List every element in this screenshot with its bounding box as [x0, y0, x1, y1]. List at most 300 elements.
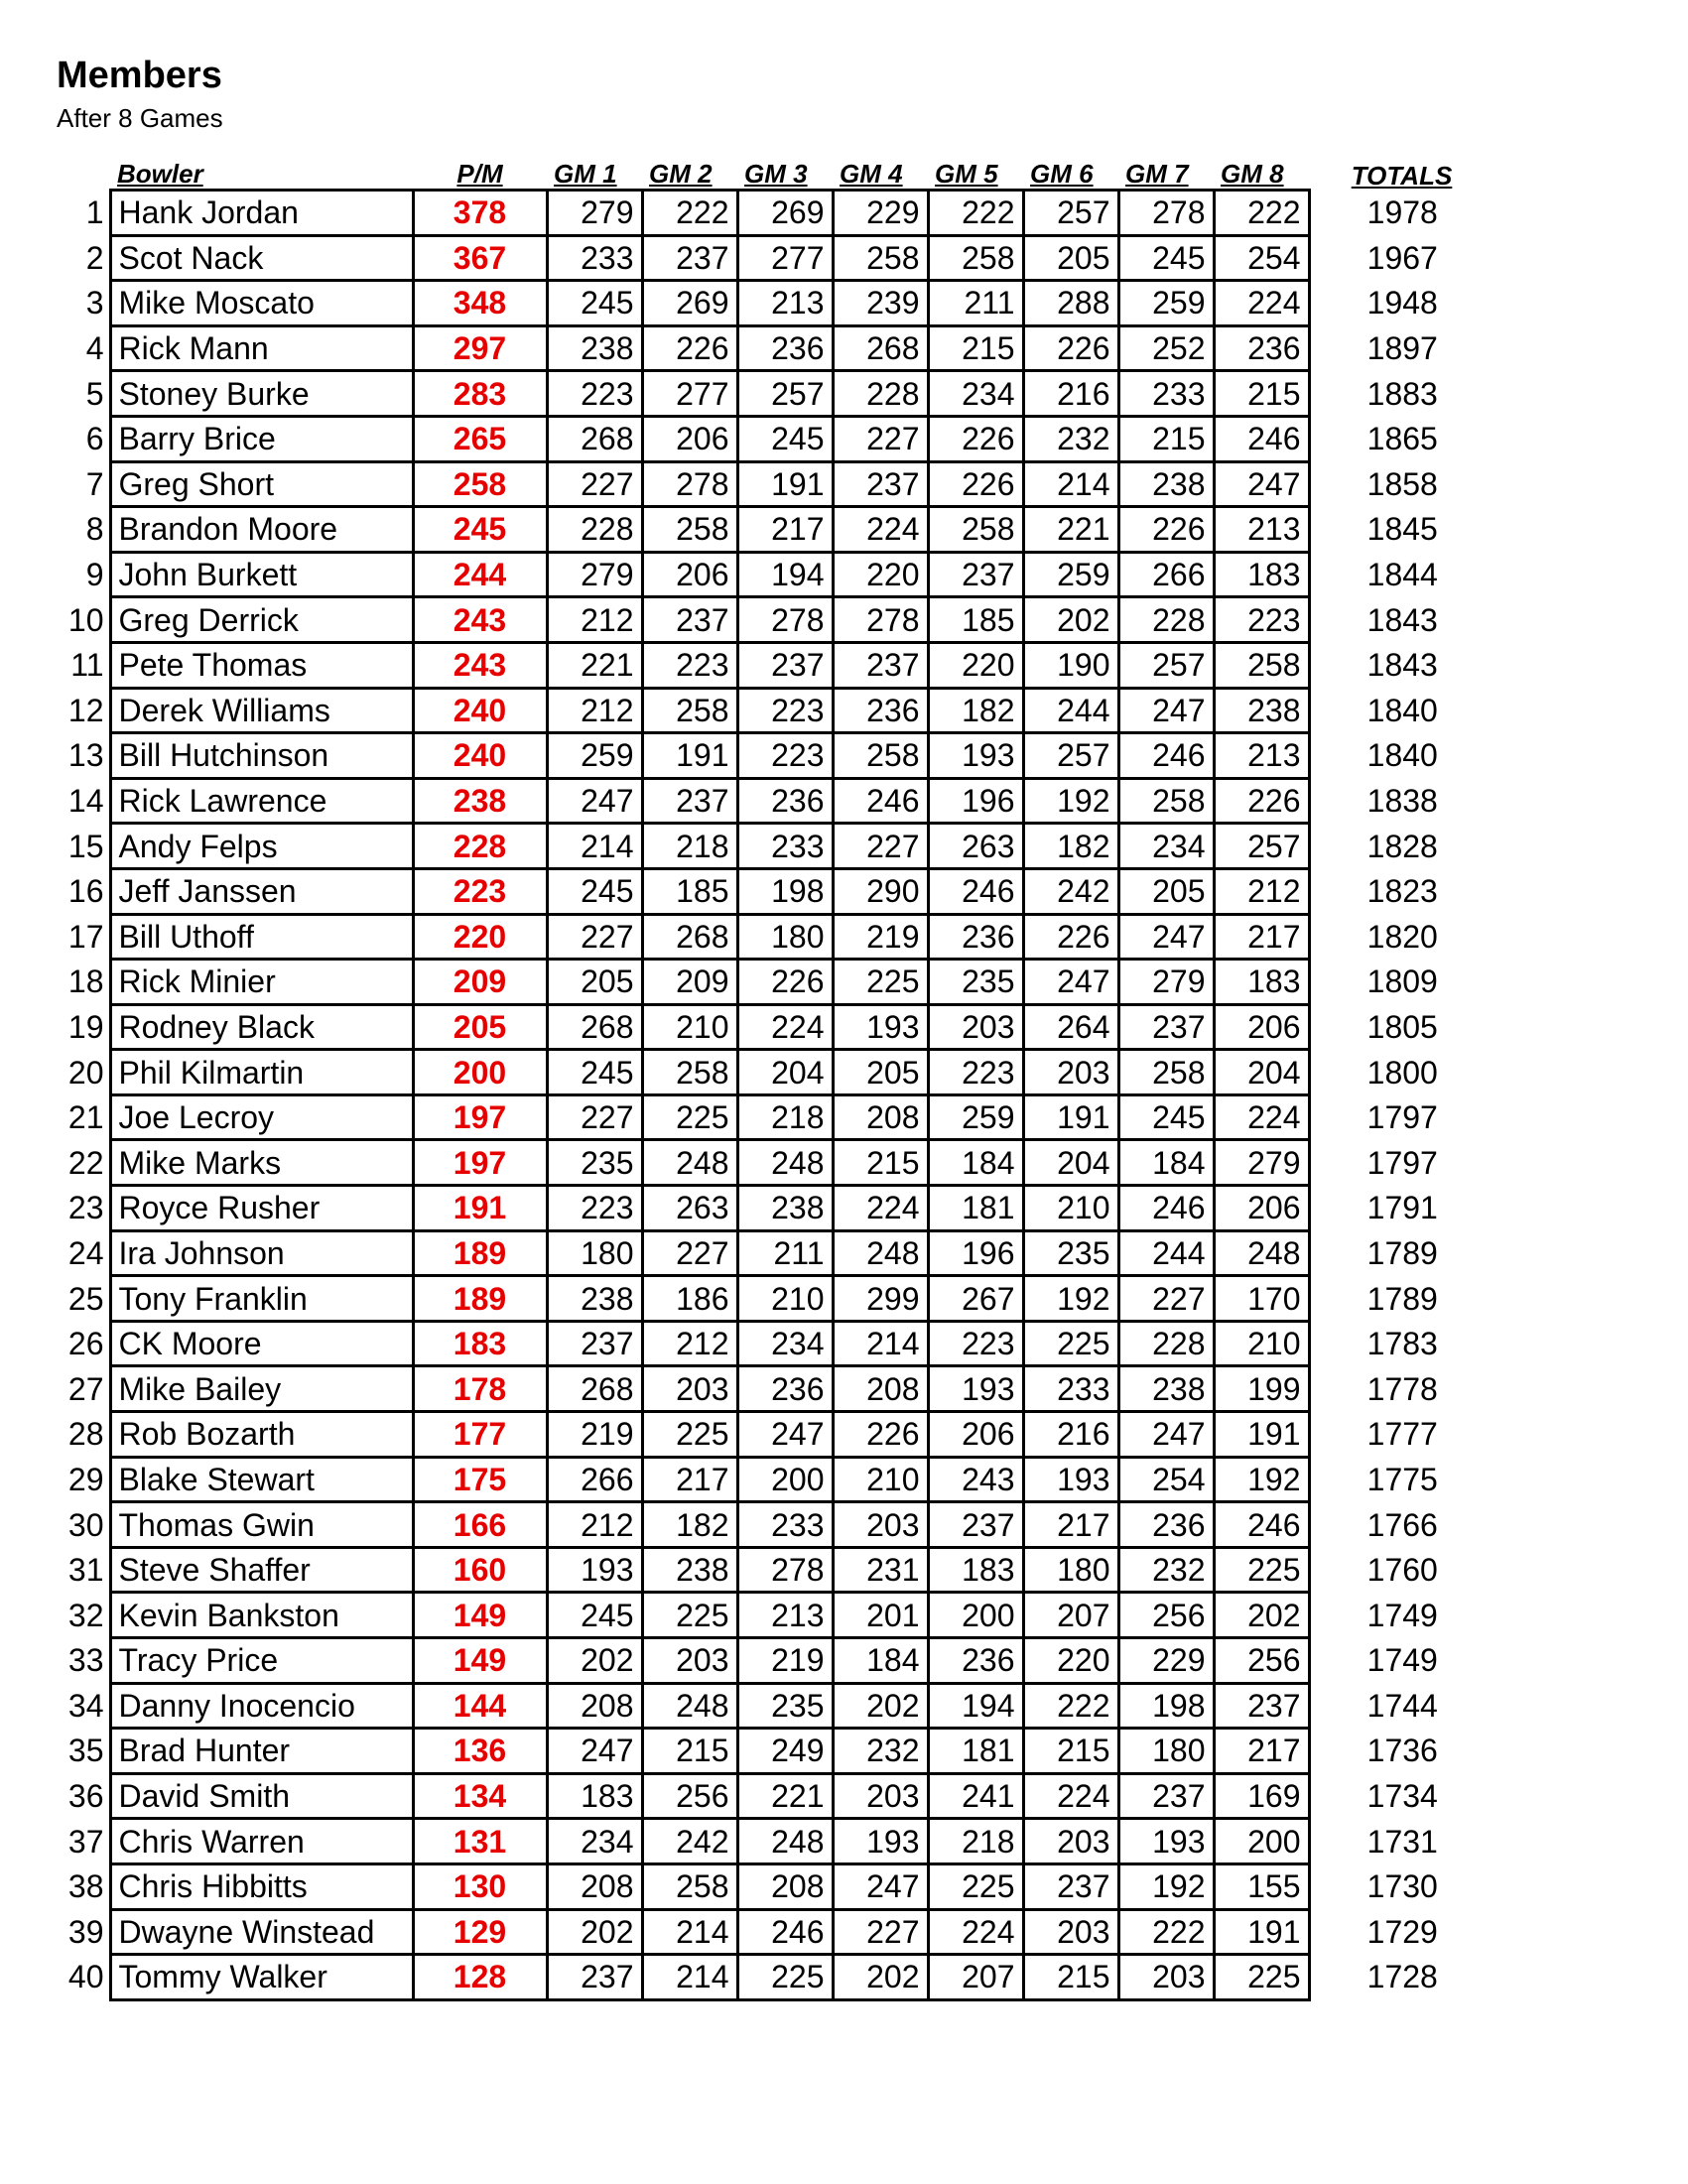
plus-minus-cell: 244	[413, 552, 547, 597]
game-3-score-cell: 234	[737, 1321, 833, 1366]
total-cell: 1791	[1366, 1190, 1438, 1226]
plus-minus-cell: 197	[413, 1140, 547, 1186]
rank-cell: 10	[67, 601, 104, 638]
total-cell: 1948	[1366, 285, 1438, 321]
bowler-name-cell: Scot Nack	[110, 235, 413, 281]
game-1-score-cell: 233	[547, 235, 642, 281]
game-3-score-cell: 235	[737, 1683, 833, 1729]
table-row	[58, 235, 1494, 281]
game-6-score-cell: 217	[1023, 1502, 1118, 1548]
rank-cell: 2	[85, 239, 104, 276]
bowler-name-cell: Pete Thomas	[110, 642, 413, 688]
total-cell: 1805	[1366, 1008, 1438, 1045]
game-1-score-cell: 237	[547, 1955, 642, 2000]
bowler-name-cell: Tony Franklin	[110, 1276, 413, 1322]
bowler-name-cell: Mike Marks	[110, 1140, 413, 1186]
bowler-name-cell: Royce Rusher	[110, 1186, 413, 1231]
game-5-score-cell: 200	[928, 1593, 1023, 1638]
game-5-score-cell: 181	[928, 1729, 1023, 1774]
game-6-score-cell: 192	[1023, 778, 1118, 824]
game-4-score-cell: 225	[833, 960, 928, 1005]
header-gm7: GM 7	[1125, 159, 1189, 189]
rank-cell: 4	[85, 330, 104, 367]
game-2-score-cell: 226	[642, 325, 737, 371]
game-7-score-cell: 266	[1118, 552, 1214, 597]
game-5-score-cell: 236	[928, 914, 1023, 960]
game-4-score-cell: 201	[833, 1593, 928, 1638]
game-2-score-cell: 268	[642, 914, 737, 960]
game-7-score-cell: 244	[1118, 1230, 1214, 1276]
plus-minus-cell: 367	[413, 235, 547, 281]
rank-cell: 9	[85, 557, 104, 593]
game-7-score-cell: 246	[1118, 733, 1214, 779]
game-7-score-cell: 236	[1118, 1502, 1214, 1548]
bowler-name-cell: Chris Warren	[110, 1819, 413, 1864]
game-8-score-cell: 204	[1214, 1050, 1309, 1095]
game-8-score-cell: 199	[1214, 1366, 1309, 1412]
game-8-score-cell: 215	[1214, 371, 1309, 417]
game-8-score-cell: 254	[1214, 235, 1309, 281]
game-2-score-cell: 214	[642, 1955, 737, 2000]
header-gm1: GM 1	[554, 159, 617, 189]
game-3-score-cell: 200	[737, 1457, 833, 1502]
table-row	[58, 1863, 1494, 1909]
game-1-score-cell: 183	[547, 1773, 642, 1819]
bowler-name-cell: Andy Felps	[110, 824, 413, 869]
total-cell: 1731	[1366, 1823, 1438, 1860]
plus-minus-cell: 243	[413, 597, 547, 643]
game-1-score-cell: 208	[547, 1863, 642, 1909]
game-3-score-cell: 247	[737, 1412, 833, 1458]
game-6-score-cell: 182	[1023, 824, 1118, 869]
game-5-score-cell: 185	[928, 597, 1023, 643]
rank-cell: 16	[67, 873, 104, 910]
game-3-score-cell: 191	[737, 461, 833, 507]
game-7-score-cell: 192	[1118, 1863, 1214, 1909]
game-3-score-cell: 233	[737, 824, 833, 869]
total-cell: 1730	[1366, 1868, 1438, 1905]
rank-cell: 19	[67, 1008, 104, 1045]
game-6-score-cell: 214	[1023, 461, 1118, 507]
game-8-score-cell: 222	[1214, 191, 1309, 236]
game-7-score-cell: 246	[1118, 1186, 1214, 1231]
game-4-score-cell: 246	[833, 778, 928, 824]
game-3-score-cell: 246	[737, 1909, 833, 1955]
game-3-score-cell: 219	[737, 1638, 833, 1684]
game-6-score-cell: 190	[1023, 642, 1118, 688]
total-cell: 1797	[1366, 1099, 1438, 1136]
game-2-score-cell: 237	[642, 778, 737, 824]
table-row	[58, 507, 1494, 553]
plus-minus-cell: 200	[413, 1050, 547, 1095]
game-7-score-cell: 257	[1118, 642, 1214, 688]
game-3-score-cell: 217	[737, 507, 833, 553]
total-cell: 1809	[1366, 964, 1438, 1000]
plus-minus-cell: 189	[413, 1276, 547, 1322]
game-7-score-cell: 256	[1118, 1593, 1214, 1638]
total-cell: 1823	[1366, 873, 1438, 910]
plus-minus-cell: 189	[413, 1230, 547, 1276]
game-3-score-cell: 224	[737, 1004, 833, 1050]
total-cell: 1760	[1366, 1552, 1438, 1589]
game-6-score-cell: 235	[1023, 1230, 1118, 1276]
game-5-score-cell: 267	[928, 1276, 1023, 1322]
game-2-score-cell: 258	[642, 688, 737, 733]
plus-minus-cell: 149	[413, 1593, 547, 1638]
game-8-score-cell: 192	[1214, 1457, 1309, 1502]
game-4-score-cell: 247	[833, 1863, 928, 1909]
bowler-name-cell: Steve Shaffer	[110, 1547, 413, 1593]
total-cell: 1789	[1366, 1234, 1438, 1271]
bowler-name-cell: Brandon Moore	[110, 507, 413, 553]
rank-cell: 5	[85, 375, 104, 412]
rank-cell: 18	[67, 964, 104, 1000]
game-8-score-cell: 206	[1214, 1186, 1309, 1231]
game-7-score-cell: 198	[1118, 1683, 1214, 1729]
game-8-score-cell: 238	[1214, 688, 1309, 733]
rank-cell: 39	[67, 1913, 104, 1950]
game-6-score-cell: 222	[1023, 1683, 1118, 1729]
game-3-score-cell: 210	[737, 1276, 833, 1322]
plus-minus-cell: 131	[413, 1819, 547, 1864]
game-4-score-cell: 237	[833, 461, 928, 507]
game-1-score-cell: 212	[547, 1502, 642, 1548]
game-6-score-cell: 210	[1023, 1186, 1118, 1231]
game-5-score-cell: 226	[928, 461, 1023, 507]
total-cell: 1800	[1366, 1054, 1438, 1091]
game-6-score-cell: 221	[1023, 507, 1118, 553]
game-5-score-cell: 258	[928, 507, 1023, 553]
rank-cell: 13	[67, 737, 104, 774]
bowler-name-cell: Tommy Walker	[110, 1955, 413, 2000]
game-6-score-cell: 205	[1023, 235, 1118, 281]
rank-cell: 11	[70, 647, 104, 684]
game-7-score-cell: 247	[1118, 1412, 1214, 1458]
game-4-score-cell: 227	[833, 1909, 928, 1955]
game-5-score-cell: 246	[928, 868, 1023, 914]
game-2-score-cell: 258	[642, 1050, 737, 1095]
plus-minus-cell: 178	[413, 1366, 547, 1412]
game-6-score-cell: 215	[1023, 1729, 1118, 1774]
game-1-score-cell: 202	[547, 1638, 642, 1684]
game-6-score-cell: 216	[1023, 1412, 1118, 1458]
game-6-score-cell: 242	[1023, 868, 1118, 914]
game-5-score-cell: 235	[928, 960, 1023, 1005]
plus-minus-cell: 283	[413, 371, 547, 417]
total-cell: 1828	[1366, 828, 1438, 864]
game-6-score-cell: 220	[1023, 1638, 1118, 1684]
total-cell: 1865	[1366, 421, 1438, 457]
rank-cell: 24	[67, 1234, 104, 1271]
game-2-score-cell: 209	[642, 960, 737, 1005]
bowler-name-cell: Tracy Price	[110, 1638, 413, 1684]
total-cell: 1843	[1366, 601, 1438, 638]
game-2-score-cell: 238	[642, 1547, 737, 1593]
game-1-score-cell: 268	[547, 1366, 642, 1412]
game-8-score-cell: 237	[1214, 1683, 1309, 1729]
game-7-score-cell: 258	[1118, 1050, 1214, 1095]
game-6-score-cell: 225	[1023, 1321, 1118, 1366]
game-2-score-cell: 258	[642, 1863, 737, 1909]
rank-cell: 3	[85, 285, 104, 321]
game-3-score-cell: 236	[737, 778, 833, 824]
plus-minus-cell: 209	[413, 960, 547, 1005]
game-1-score-cell: 223	[547, 371, 642, 417]
game-6-score-cell: 224	[1023, 1773, 1118, 1819]
header-gm5: GM 5	[935, 159, 998, 189]
table-row	[58, 1186, 1494, 1231]
game-2-score-cell: 237	[642, 235, 737, 281]
game-2-score-cell: 269	[642, 281, 737, 326]
game-4-score-cell: 228	[833, 371, 928, 417]
table-body	[58, 191, 1494, 2000]
game-1-score-cell: 245	[547, 1050, 642, 1095]
game-3-score-cell: 226	[737, 960, 833, 1005]
game-8-score-cell: 223	[1214, 597, 1309, 643]
game-6-score-cell: 193	[1023, 1457, 1118, 1502]
game-1-score-cell: 238	[547, 325, 642, 371]
total-cell: 1749	[1366, 1597, 1438, 1633]
game-4-score-cell: 219	[833, 914, 928, 960]
header-bowler: Bowler	[117, 159, 203, 189]
game-7-score-cell: 237	[1118, 1004, 1214, 1050]
game-1-score-cell: 223	[547, 1186, 642, 1231]
game-2-score-cell: 225	[642, 1094, 737, 1140]
game-4-score-cell: 214	[833, 1321, 928, 1366]
plus-minus-cell: 129	[413, 1909, 547, 1955]
game-8-score-cell: 202	[1214, 1593, 1309, 1638]
game-5-score-cell: 224	[928, 1909, 1023, 1955]
table-row	[58, 1140, 1494, 1186]
rank-cell: 17	[67, 918, 104, 955]
total-cell: 1840	[1366, 692, 1438, 728]
table-row	[58, 1321, 1494, 1366]
total-cell: 1967	[1366, 239, 1438, 276]
game-5-score-cell: 206	[928, 1412, 1023, 1458]
total-cell: 1883	[1366, 375, 1438, 412]
game-6-score-cell: 226	[1023, 914, 1118, 960]
game-4-score-cell: 239	[833, 281, 928, 326]
total-cell: 1778	[1366, 1370, 1438, 1407]
rank-cell: 26	[67, 1326, 104, 1362]
game-5-score-cell: 194	[928, 1683, 1023, 1729]
game-5-score-cell: 223	[928, 1050, 1023, 1095]
table-row	[58, 416, 1494, 461]
game-3-score-cell: 237	[737, 642, 833, 688]
header-pm: P/M	[456, 159, 503, 189]
game-4-score-cell: 193	[833, 1819, 928, 1864]
total-cell: 1840	[1366, 737, 1438, 774]
game-7-score-cell: 245	[1118, 1094, 1214, 1140]
game-4-score-cell: 229	[833, 191, 928, 236]
table-row	[58, 191, 1494, 236]
game-2-score-cell: 222	[642, 191, 737, 236]
game-4-score-cell: 203	[833, 1773, 928, 1819]
bowler-name-cell: Rodney Black	[110, 1004, 413, 1050]
header-gm3: GM 3	[744, 159, 808, 189]
plus-minus-cell: 166	[413, 1502, 547, 1548]
game-8-score-cell: 225	[1214, 1955, 1309, 2000]
game-1-score-cell: 180	[547, 1230, 642, 1276]
game-4-score-cell: 203	[833, 1502, 928, 1548]
game-8-score-cell: 256	[1214, 1638, 1309, 1684]
total-cell: 1858	[1366, 465, 1438, 502]
bowler-name-cell: Brad Hunter	[110, 1729, 413, 1774]
game-1-score-cell: 279	[547, 191, 642, 236]
rank-cell: 28	[67, 1416, 104, 1453]
game-7-score-cell: 259	[1118, 281, 1214, 326]
plus-minus-cell: 243	[413, 642, 547, 688]
game-5-score-cell: 258	[928, 235, 1023, 281]
game-5-score-cell: 203	[928, 1004, 1023, 1050]
game-5-score-cell: 237	[928, 1502, 1023, 1548]
game-6-score-cell: 232	[1023, 416, 1118, 461]
game-5-score-cell: 181	[928, 1186, 1023, 1231]
table-row	[58, 688, 1494, 733]
total-cell: 1844	[1366, 557, 1438, 593]
game-1-score-cell: 214	[547, 824, 642, 869]
game-3-score-cell: 223	[737, 688, 833, 733]
game-5-score-cell: 263	[928, 824, 1023, 869]
game-2-score-cell: 206	[642, 416, 737, 461]
plus-minus-cell: 197	[413, 1094, 547, 1140]
table-row	[58, 552, 1494, 597]
game-2-score-cell: 248	[642, 1683, 737, 1729]
table-row	[58, 325, 1494, 371]
game-4-score-cell: 202	[833, 1683, 928, 1729]
game-2-score-cell: 225	[642, 1412, 737, 1458]
game-7-score-cell: 234	[1118, 824, 1214, 869]
rank-cell: 35	[67, 1733, 104, 1769]
game-4-score-cell: 268	[833, 325, 928, 371]
game-4-score-cell: 210	[833, 1457, 928, 1502]
game-1-score-cell: 228	[547, 507, 642, 553]
game-7-score-cell: 247	[1118, 914, 1214, 960]
game-6-score-cell: 192	[1023, 1276, 1118, 1322]
rank-cell: 1	[85, 194, 104, 231]
game-1-score-cell: 259	[547, 733, 642, 779]
game-3-score-cell: 238	[737, 1186, 833, 1231]
total-cell: 1838	[1366, 783, 1438, 820]
table-row	[58, 1004, 1494, 1050]
bowler-name-cell: Rick Lawrence	[110, 778, 413, 824]
game-5-score-cell: 211	[928, 281, 1023, 326]
game-8-score-cell: 246	[1214, 416, 1309, 461]
game-8-score-cell: 213	[1214, 507, 1309, 553]
game-1-score-cell: 212	[547, 597, 642, 643]
header-gm8: GM 8	[1221, 159, 1284, 189]
rank-cell: 32	[67, 1597, 104, 1633]
game-6-score-cell: 207	[1023, 1593, 1118, 1638]
game-3-score-cell: 204	[737, 1050, 833, 1095]
plus-minus-cell: 160	[413, 1547, 547, 1593]
table-row	[58, 1412, 1494, 1458]
table-row	[58, 597, 1494, 643]
game-5-score-cell: 215	[928, 325, 1023, 371]
rank-cell: 21	[67, 1099, 104, 1136]
game-1-score-cell: 245	[547, 868, 642, 914]
game-4-score-cell: 202	[833, 1955, 928, 2000]
header-gm4: GM 4	[840, 159, 903, 189]
game-4-score-cell: 227	[833, 416, 928, 461]
game-2-score-cell: 206	[642, 552, 737, 597]
table-row	[58, 1502, 1494, 1548]
game-6-score-cell: 288	[1023, 281, 1118, 326]
table-row	[58, 1366, 1494, 1412]
game-3-score-cell: 248	[737, 1140, 833, 1186]
game-5-score-cell: 220	[928, 642, 1023, 688]
bowler-name-cell: Stoney Burke	[110, 371, 413, 417]
game-3-score-cell: 277	[737, 235, 833, 281]
bowler-name-cell: Rob Bozarth	[110, 1412, 413, 1458]
header-totals: TOTALS	[1351, 160, 1453, 191]
game-7-score-cell: 279	[1118, 960, 1214, 1005]
game-7-score-cell: 203	[1118, 1955, 1214, 2000]
game-5-score-cell: 207	[928, 1955, 1023, 2000]
game-4-score-cell: 248	[833, 1230, 928, 1276]
game-8-score-cell: 246	[1214, 1502, 1309, 1548]
game-2-score-cell: 185	[642, 868, 737, 914]
bowler-name-cell: CK Moore	[110, 1321, 413, 1366]
plus-minus-cell: 348	[413, 281, 547, 326]
game-7-score-cell: 228	[1118, 1321, 1214, 1366]
total-cell: 1749	[1366, 1642, 1438, 1679]
game-1-score-cell: 193	[547, 1547, 642, 1593]
game-8-score-cell: 191	[1214, 1909, 1309, 1955]
plus-minus-cell: 205	[413, 1004, 547, 1050]
game-2-score-cell: 186	[642, 1276, 737, 1322]
game-5-score-cell: 241	[928, 1773, 1023, 1819]
game-4-score-cell: 215	[833, 1140, 928, 1186]
game-3-score-cell: 194	[737, 552, 833, 597]
game-5-score-cell: 193	[928, 733, 1023, 779]
game-7-score-cell: 229	[1118, 1638, 1214, 1684]
game-5-score-cell: 237	[928, 552, 1023, 597]
game-7-score-cell: 278	[1118, 191, 1214, 236]
table-row	[58, 1230, 1494, 1276]
table-row	[58, 960, 1494, 1005]
game-6-score-cell: 237	[1023, 1863, 1118, 1909]
game-7-score-cell: 252	[1118, 325, 1214, 371]
game-7-score-cell: 238	[1118, 461, 1214, 507]
rank-cell: 27	[67, 1370, 104, 1407]
game-7-score-cell: 227	[1118, 1276, 1214, 1322]
game-3-score-cell: 221	[737, 1773, 833, 1819]
rank-cell: 37	[67, 1823, 104, 1860]
game-6-score-cell: 203	[1023, 1050, 1118, 1095]
bowler-name-cell: Greg Derrick	[110, 597, 413, 643]
table-row	[58, 778, 1494, 824]
game-2-score-cell: 215	[642, 1729, 737, 1774]
rank-cell: 30	[67, 1506, 104, 1543]
game-8-score-cell: 236	[1214, 325, 1309, 371]
game-1-score-cell: 205	[547, 960, 642, 1005]
bowler-name-cell: Ira Johnson	[110, 1230, 413, 1276]
plus-minus-cell: 220	[413, 914, 547, 960]
table-row	[58, 1819, 1494, 1864]
game-8-score-cell: 217	[1214, 914, 1309, 960]
game-3-score-cell: 225	[737, 1955, 833, 2000]
game-6-score-cell: 259	[1023, 552, 1118, 597]
game-8-score-cell: 183	[1214, 552, 1309, 597]
game-8-score-cell: 206	[1214, 1004, 1309, 1050]
game-5-score-cell: 218	[928, 1819, 1023, 1864]
game-5-score-cell: 183	[928, 1547, 1023, 1593]
game-2-score-cell: 277	[642, 371, 737, 417]
game-2-score-cell: 203	[642, 1366, 737, 1412]
game-3-score-cell: 245	[737, 416, 833, 461]
total-cell: 1777	[1366, 1416, 1438, 1453]
